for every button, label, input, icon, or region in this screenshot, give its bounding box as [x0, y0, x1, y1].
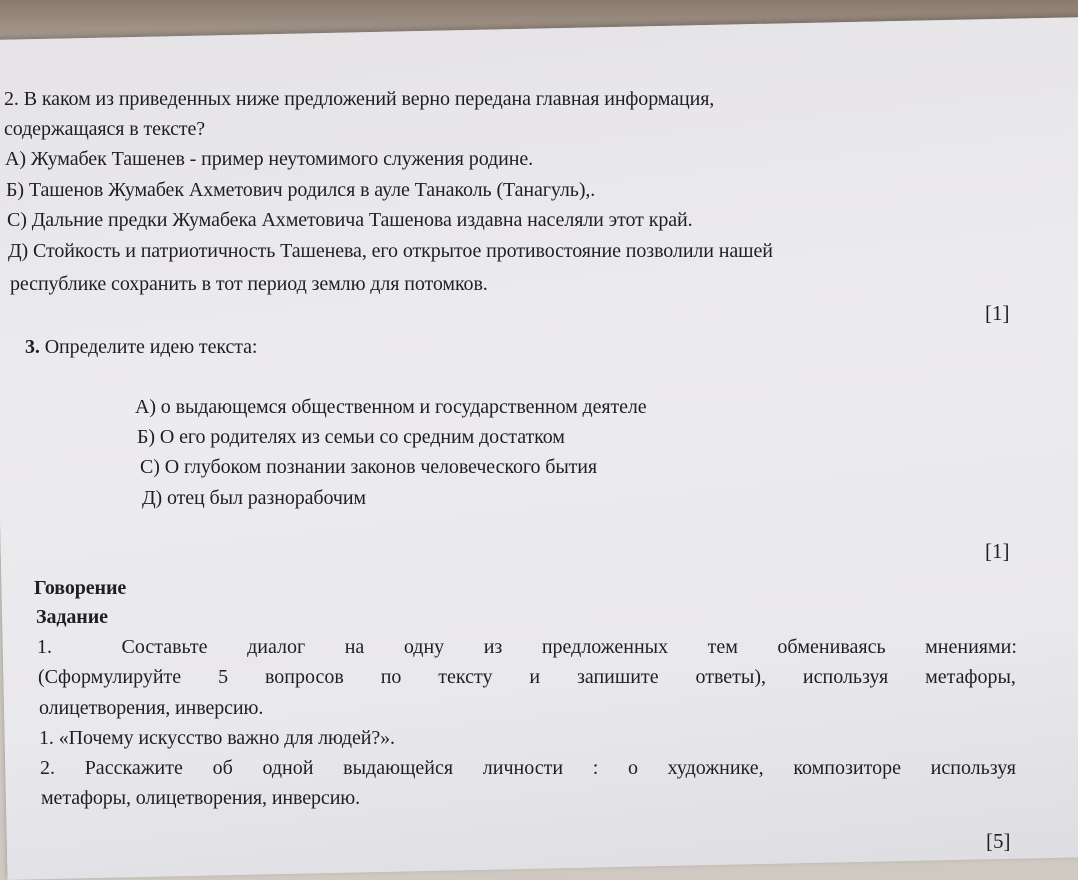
topic2-word: Расскажите [84, 757, 183, 779]
speaking-task-label: Задание [36, 606, 108, 628]
task-line1-word: на [344, 636, 365, 658]
speaking-task-line1 [37, 635, 1017, 659]
topic2-word: 2. [40, 757, 55, 779]
question3-line [25, 335, 257, 359]
question3-text: Определите идею текста: [44, 336, 258, 358]
task-line2-word: 5 [218, 666, 229, 688]
topic2-word: : [592, 757, 599, 779]
speaking-task-number: 1. [37, 636, 52, 658]
topic2-word: выдающейся [343, 757, 454, 779]
question2-option-d-line1: Д) Стойкость и патриотичность Ташенева, его открытое противостояние позволили нашей [8, 240, 773, 262]
topic2-word: об [212, 757, 233, 779]
task-line2-word: ответы), [695, 666, 767, 688]
question2-option-a: А) Жумабек Ташенев - пример неутомимого служения родине. [5, 148, 533, 170]
question3-option-b: Б) О его родителях из семьи со средним достатком [137, 426, 565, 448]
speaking-topic2-line2: метафоры, олицетворения, инверсию. [41, 787, 361, 809]
speaking-topic1: 1. «Почему искусство важно для людей?». [39, 727, 395, 749]
task-line2-word: по [380, 666, 402, 688]
task-line1-word: предложенных [541, 636, 669, 658]
task-line2-word: запишите [576, 666, 659, 688]
topic2-word: композиторе [793, 757, 901, 779]
question2-text-line2: содержащаяся в тексте? [4, 118, 206, 140]
task-line2-word: тексту [438, 666, 493, 688]
task-line1-word: из [483, 636, 503, 658]
question3-option-a: А) о выдающемся общественном и государственном деятеле [135, 396, 647, 418]
task-line2-word: используя [802, 666, 889, 688]
question2-score: [1] [985, 301, 1010, 325]
task-line2-word: метафоры, [925, 666, 1016, 688]
question2-number: 2. [4, 88, 19, 110]
task-line2-word: (Сформулируйте [38, 666, 182, 688]
question2-option-b: Б) Ташенов Жумабек Ахметович родился в ауле Танаколь (Танагуль),. [6, 179, 596, 201]
task-line1-word: одну [403, 636, 445, 658]
task-line1-word: мнениями: [925, 636, 1017, 658]
speaking-topic2-line1 [40, 756, 1016, 780]
task-line1-word: обмениваясь [777, 636, 886, 658]
question3-option-d: Д) отец был разнорабочим [142, 487, 366, 509]
question2-option-c: С) Дальние предки Жумабека Ахметовича Ташенова издавна населяли этот край. [7, 209, 693, 231]
speaking-task-line3: олицетворения, инверсию. [39, 697, 264, 719]
question2-text-line1: В каком из приведенных ниже предложений верно передана главная информация, [23, 88, 715, 110]
speaking-heading: Говорение [34, 577, 127, 599]
topic2-word: художнике, [667, 757, 764, 779]
task-line2-word: и [529, 666, 541, 688]
topic2-word: о [627, 757, 638, 779]
task-line2-word: вопросов [264, 666, 344, 688]
speaking-task-line2 [38, 665, 1016, 689]
question3-number: 3. [25, 336, 40, 358]
topic2-word: используя [930, 757, 1016, 779]
topic2-word: личности [482, 757, 564, 779]
speaking-score: [5] [986, 829, 1011, 853]
task-line1-word: Составьте [121, 636, 208, 658]
question2-line1 [4, 87, 714, 111]
topic2-word: одной [262, 757, 314, 779]
question3-option-c: С) О глубоком познании законов человеческого бытия [140, 456, 598, 478]
question3-score: [1] [985, 539, 1010, 563]
task-line1-word: тем [707, 636, 738, 658]
question2-option-d-line2: республике сохранить в тот период землю для потомков. [10, 273, 488, 295]
task-line1-word: диалог [247, 636, 306, 658]
